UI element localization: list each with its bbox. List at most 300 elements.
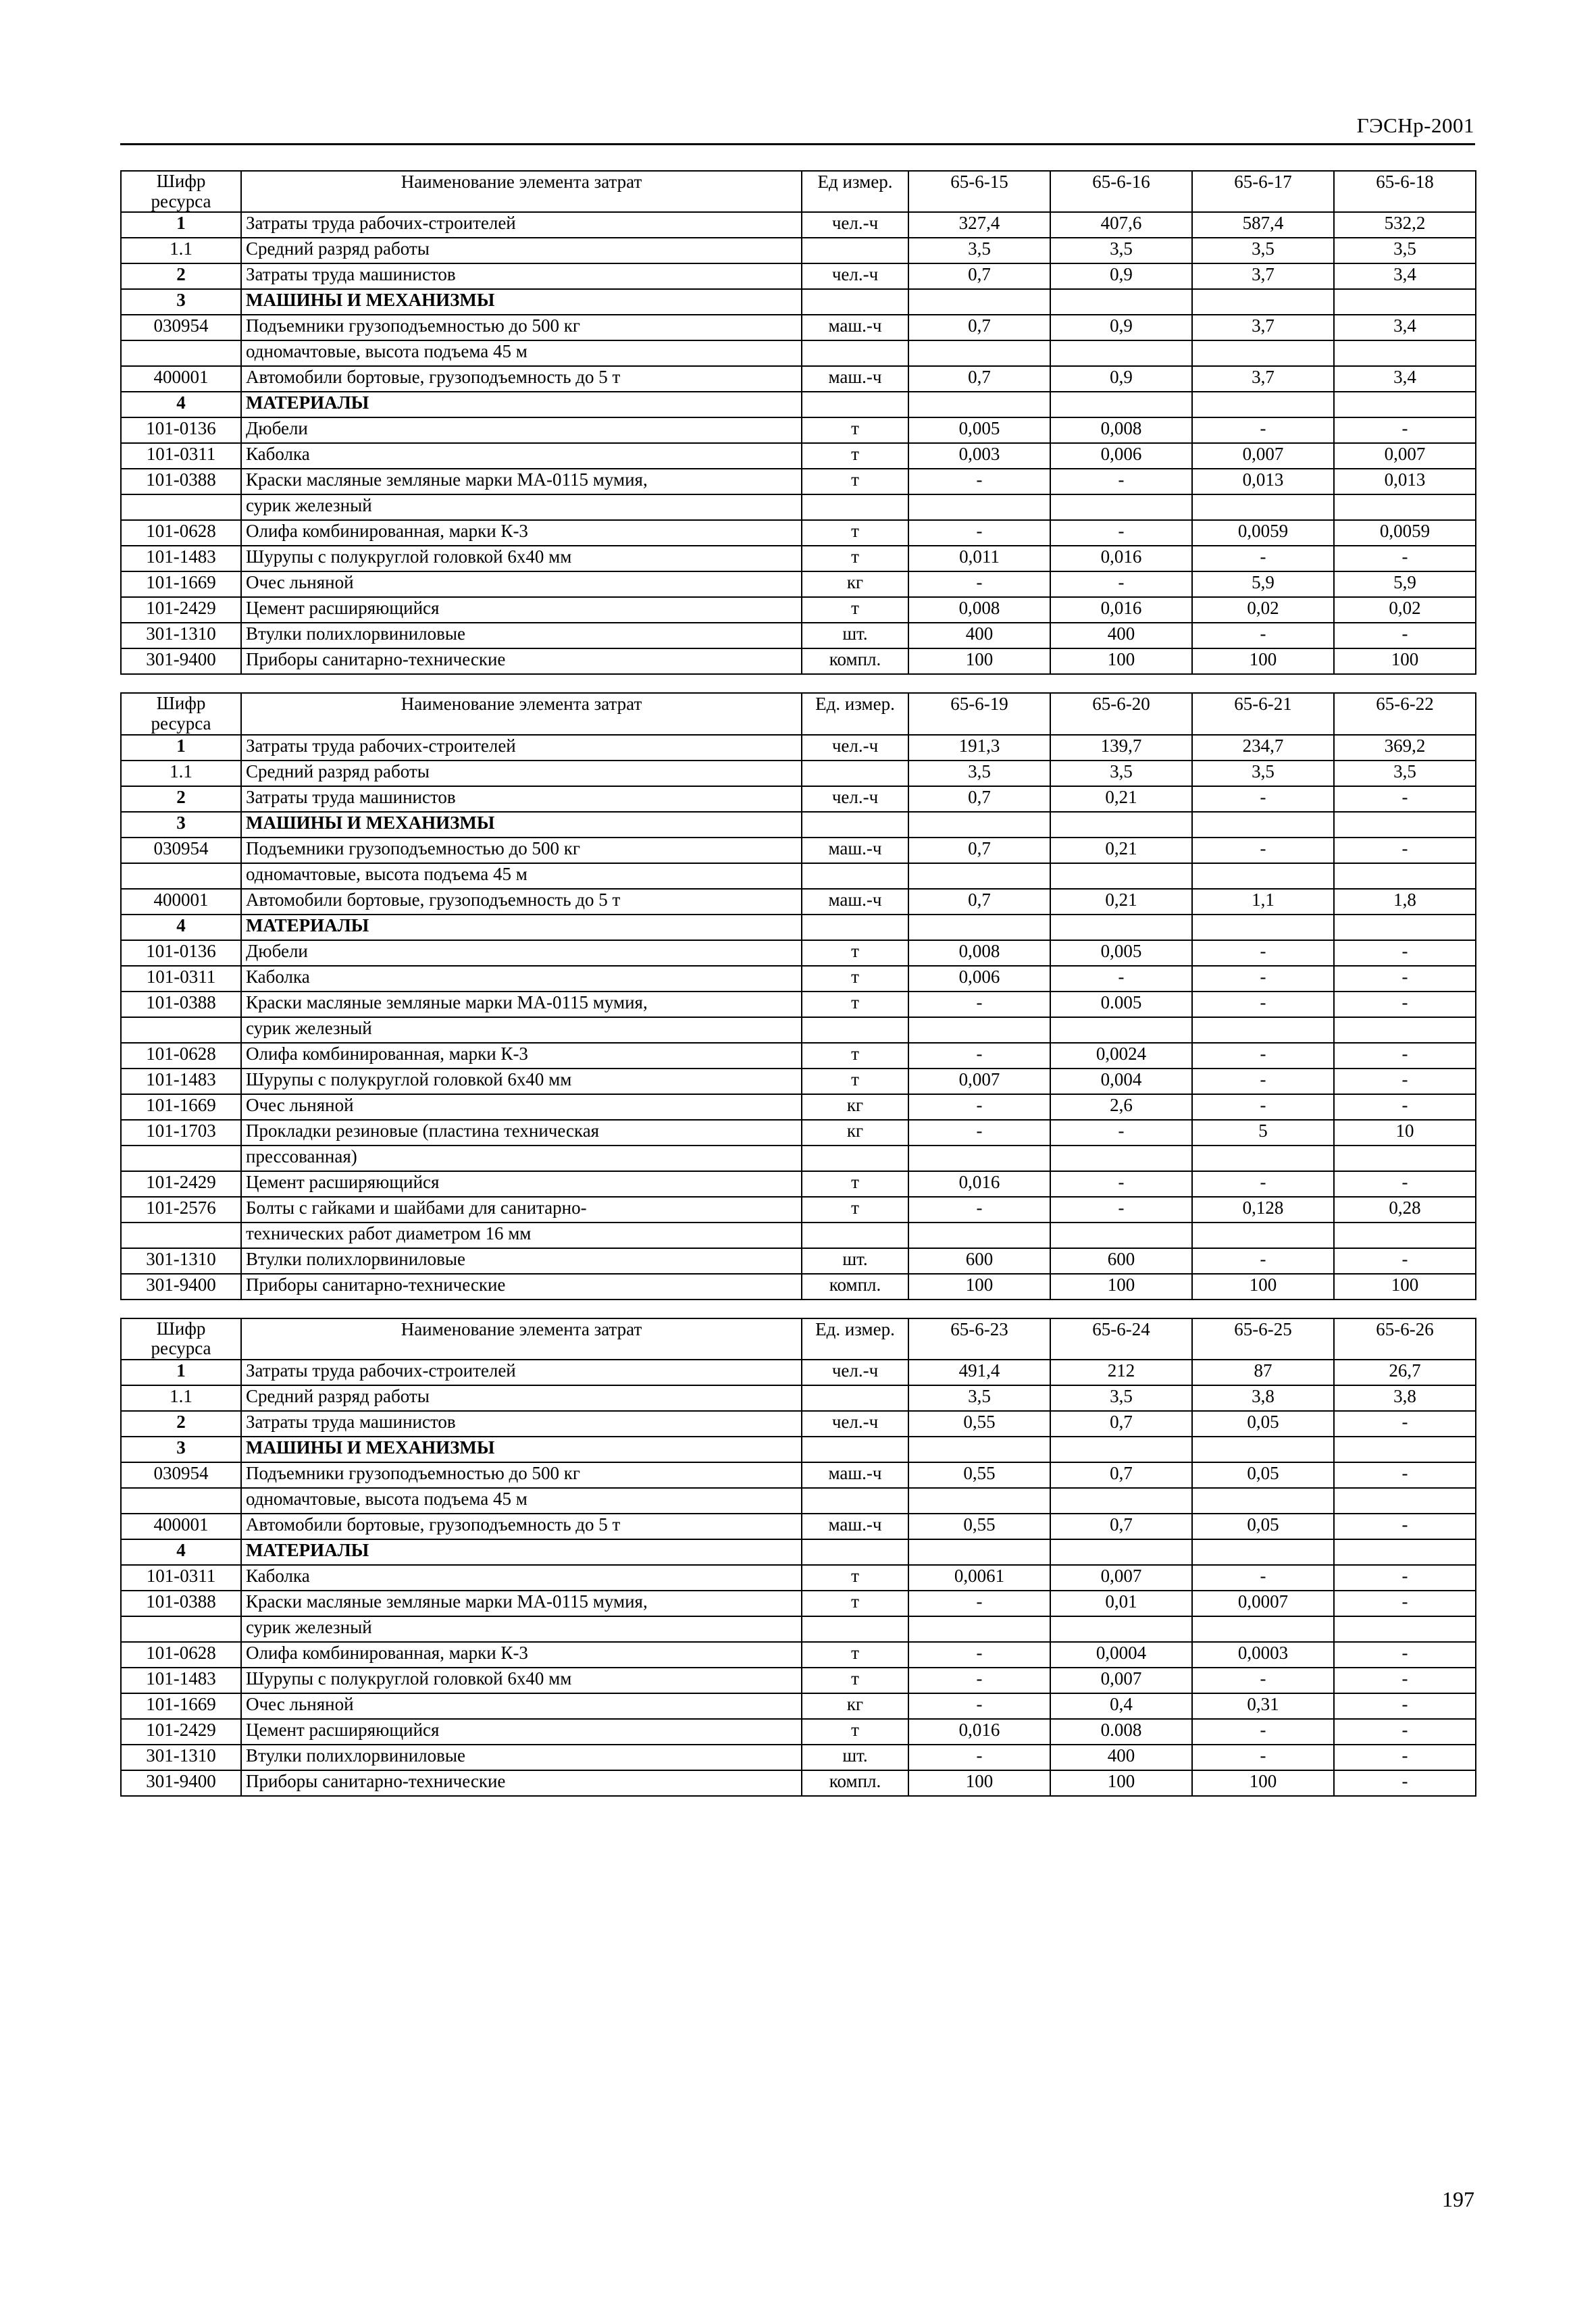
resource-value: 587,4 (1192, 212, 1334, 238)
resource-value (908, 915, 1050, 940)
resource-value: 0,9 (1050, 263, 1192, 289)
resource-name: Болты с гайками и шайбами для санитарно- (241, 1197, 802, 1223)
resource-value (1334, 915, 1476, 940)
header-column-65-6-21: 65-6-21 (1192, 693, 1334, 734)
resource-value (1334, 340, 1476, 366)
resource-name: сурик железный (241, 1616, 802, 1642)
resource-value: 3,4 (1334, 366, 1476, 392)
resource-value: 100 (908, 648, 1050, 674)
table-row (121, 1719, 1476, 1745)
resource-unit: т (802, 546, 908, 571)
resource-value: - (908, 1094, 1050, 1120)
resource-name: Шурупы с полукруглой головкой 6х40 мм (241, 546, 802, 571)
table-row (121, 340, 1476, 366)
resource-value: 0,016 (908, 1171, 1050, 1197)
resource-value: 369,2 (1334, 735, 1476, 761)
resource-value (1050, 915, 1192, 940)
table-row (121, 863, 1476, 889)
resource-value: 0,008 (908, 940, 1050, 966)
resource-name: Затраты труда рабочих-строителей (241, 735, 802, 761)
resource-unit: чел.-ч (802, 263, 908, 289)
section-title: МАТЕРИАЛЫ (241, 392, 802, 417)
resource-value: 327,4 (908, 212, 1050, 238)
resource-value: 3,4 (1334, 315, 1476, 340)
resource-code (121, 340, 241, 366)
resource-name: Приборы санитарно-технические (241, 1770, 802, 1796)
resource-value: 3,5 (1050, 1385, 1192, 1411)
resource-code: 101-0311 (121, 1565, 241, 1591)
resource-value: 0,0061 (908, 1565, 1050, 1591)
table-row (121, 915, 1476, 940)
resource-value: 3,5 (908, 238, 1050, 263)
resource-value (1192, 863, 1334, 889)
resource-code: 101-1669 (121, 1693, 241, 1719)
resource-value: 0,005 (1050, 940, 1192, 966)
resource-code: 101-1483 (121, 1668, 241, 1693)
resource-name: Дюбели (241, 417, 802, 443)
resource-value: 0,7 (908, 366, 1050, 392)
resource-name: Автомобили бортовые, грузоподъемность до 5 т (241, 1514, 802, 1539)
resource-name: Шурупы с полукруглой головкой 6х40 мм (241, 1069, 802, 1094)
table-row (121, 238, 1476, 263)
table-header-row (121, 1318, 1476, 1360)
resource-unit (802, 1223, 908, 1248)
resource-unit: чел.-ч (802, 1411, 908, 1437)
resource-unit: шт. (802, 1248, 908, 1274)
resource-code: 1 (121, 735, 241, 761)
resource-value: - (1192, 1565, 1334, 1591)
resource-code: 101-1703 (121, 1120, 241, 1146)
resource-value: 0,004 (1050, 1069, 1192, 1094)
resource-name: Краски масляные земляные марки МА-0115 мумия, (241, 992, 802, 1017)
table-row (121, 1591, 1476, 1616)
resource-value: 0,9 (1050, 366, 1192, 392)
resource-code: 101-0311 (121, 966, 241, 992)
resource-value: - (1334, 1514, 1476, 1539)
resource-value: 0,7 (908, 315, 1050, 340)
section-title: МАШИНЫ И МЕХАНИЗМЫ (241, 1437, 802, 1462)
resource-name: технических работ диаметром 16 мм (241, 1223, 802, 1248)
resource-unit: т (802, 940, 908, 966)
resource-code: 301-9400 (121, 1770, 241, 1796)
resource-tables-container (120, 170, 1475, 1797)
resource-value (1334, 1146, 1476, 1171)
table-row (121, 1462, 1476, 1488)
resource-code: 4 (121, 915, 241, 940)
resource-value (1334, 1437, 1476, 1462)
table-row (121, 1197, 1476, 1223)
resource-value: 0,0024 (1050, 1043, 1192, 1069)
resource-value: 0,016 (1050, 546, 1192, 571)
table-row (121, 1248, 1476, 1274)
resource-value (1050, 863, 1192, 889)
resource-value (908, 863, 1050, 889)
resource-unit: т (802, 1591, 908, 1616)
resource-code: 4 (121, 392, 241, 417)
resource-name: одномачтовые, высота подъема 45 м (241, 863, 802, 889)
resource-value (908, 1616, 1050, 1642)
resource-value: 0,7 (908, 786, 1050, 812)
resource-value: 0,7 (908, 263, 1050, 289)
header-column-65-6-15: 65-6-15 (908, 171, 1050, 212)
table-row (121, 263, 1476, 289)
resource-name: Автомобили бортовые, грузоподъемность до 5 т (241, 366, 802, 392)
resource-value (1192, 1223, 1334, 1248)
resource-code: 301-9400 (121, 648, 241, 674)
resource-value (1050, 289, 1192, 315)
resource-name: Приборы санитарно-технические (241, 1274, 802, 1300)
resource-value: - (1334, 1591, 1476, 1616)
resource-value: - (1334, 1462, 1476, 1488)
resource-value: 0,013 (1192, 469, 1334, 494)
resource-unit (802, 863, 908, 889)
resource-unit (802, 1017, 908, 1043)
resource-unit: т (802, 1642, 908, 1668)
resource-unit: чел.-ч (802, 212, 908, 238)
resource-unit (802, 1616, 908, 1642)
resource-value: - (908, 1591, 1050, 1616)
resource-value (908, 289, 1050, 315)
resource-name: Втулки полихлорвиниловые (241, 1745, 802, 1770)
resource-name: Затраты труда машинистов (241, 786, 802, 812)
resource-name: Цемент расширяющийся (241, 597, 802, 623)
resource-unit: т (802, 597, 908, 623)
header-name-cell: Наименование элемента затрат (241, 171, 802, 212)
resource-value: 0,016 (908, 1719, 1050, 1745)
resource-value: 0,006 (908, 966, 1050, 992)
resource-value: - (1192, 1248, 1334, 1274)
resource-unit: компл. (802, 1274, 908, 1300)
resource-unit: кг (802, 571, 908, 597)
resource-value: 3,5 (1192, 761, 1334, 786)
resource-unit (802, 812, 908, 838)
resource-value: - (1334, 838, 1476, 863)
table-row (121, 1360, 1476, 1385)
resource-value (1050, 494, 1192, 520)
resource-name: Приборы санитарно-технические (241, 648, 802, 674)
resource-code (121, 1146, 241, 1171)
resource-value: 5,9 (1334, 571, 1476, 597)
resource-value (1334, 1017, 1476, 1043)
section-title: МАТЕРИАЛЫ (241, 915, 802, 940)
resource-code: 1 (121, 212, 241, 238)
table-row (121, 1120, 1476, 1146)
resource-name: Каболка (241, 443, 802, 469)
resource-value: - (908, 571, 1050, 597)
resource-name: Олифа комбинированная, марки К-3 (241, 520, 802, 546)
resource-code: 3 (121, 1437, 241, 1462)
resource-code: 2 (121, 1411, 241, 1437)
resource-value: - (1334, 1668, 1476, 1693)
resource-code: 2 (121, 786, 241, 812)
resource-unit (802, 1385, 908, 1411)
resource-value: 0,0003 (1192, 1642, 1334, 1668)
resource-value (1334, 1539, 1476, 1565)
resource-name: Средний разряд работы (241, 1385, 802, 1411)
resource-unit: маш.-ч (802, 838, 908, 863)
table-row (121, 1488, 1476, 1514)
resource-code: 400001 (121, 366, 241, 392)
resource-unit: т (802, 992, 908, 1017)
resource-value (908, 812, 1050, 838)
resource-value (1334, 1223, 1476, 1248)
resource-value: 400 (908, 623, 1050, 648)
resource-value (1192, 392, 1334, 417)
resource-name: одномачтовые, высота подъема 45 м (241, 1488, 802, 1514)
resource-unit (802, 340, 908, 366)
resource-value (1334, 392, 1476, 417)
resource-value: 0,21 (1050, 838, 1192, 863)
header-column-65-6-18: 65-6-18 (1334, 171, 1476, 212)
resource-value: 1,1 (1192, 889, 1334, 915)
resource-value: 0,011 (908, 546, 1050, 571)
resource-value: 139,7 (1050, 735, 1192, 761)
resource-value: 0,0007 (1192, 1591, 1334, 1616)
resource-value: 0,21 (1050, 889, 1192, 915)
resource-value: - (1050, 966, 1192, 992)
resource-value: 400 (1050, 1745, 1192, 1770)
resource-value (908, 1488, 1050, 1514)
resource-value: - (908, 469, 1050, 494)
resource-value: 0,7 (908, 838, 1050, 863)
resource-value: 0,016 (1050, 597, 1192, 623)
table-row (121, 812, 1476, 838)
resource-value: 0,55 (908, 1514, 1050, 1539)
resource-name: Олифа комбинированная, марки К-3 (241, 1642, 802, 1668)
resource-code: 101-2429 (121, 1719, 241, 1745)
resource-table (120, 170, 1476, 675)
resource-value (1192, 1437, 1334, 1462)
resource-value (1050, 1539, 1192, 1565)
resource-code (121, 1017, 241, 1043)
resource-value: - (1192, 838, 1334, 863)
resource-name: Втулки полихлорвиниловые (241, 623, 802, 648)
resource-value: 0,02 (1334, 597, 1476, 623)
resource-value (908, 1017, 1050, 1043)
resource-value: - (908, 520, 1050, 546)
resource-value: 100 (1050, 1770, 1192, 1796)
table-row (121, 1274, 1476, 1300)
resource-name: Средний разряд работы (241, 761, 802, 786)
resource-code: 2 (121, 263, 241, 289)
resource-unit (802, 1437, 908, 1462)
resource-value: - (1334, 1693, 1476, 1719)
resource-value: 0,05 (1192, 1462, 1334, 1488)
resource-code: 101-2429 (121, 1171, 241, 1197)
resource-value (1192, 915, 1334, 940)
resource-value (1192, 1146, 1334, 1171)
page-header: ГЭСНр-2001 (1356, 113, 1474, 137)
resource-value: 0,0004 (1050, 1642, 1192, 1668)
resource-value: 0,02 (1192, 597, 1334, 623)
resource-value: 0,007 (1334, 443, 1476, 469)
table-row (121, 940, 1476, 966)
resource-value: 532,2 (1334, 212, 1476, 238)
resource-value: 0,7 (1050, 1411, 1192, 1437)
resource-name: Прокладки резиновые (пластина техническая (241, 1120, 802, 1146)
resource-value: - (1334, 1094, 1476, 1120)
resource-unit: компл. (802, 1770, 908, 1796)
resource-value: 3,5 (1334, 761, 1476, 786)
resource-code: 301-9400 (121, 1274, 241, 1300)
resource-code: 101-1483 (121, 1069, 241, 1094)
resource-name: Цемент расширяющийся (241, 1171, 802, 1197)
resource-value: - (1334, 1745, 1476, 1770)
header-code-cell (121, 693, 241, 734)
resource-value: 0,008 (1050, 417, 1192, 443)
resource-unit (802, 761, 908, 786)
table-row (121, 546, 1476, 571)
resource-name: Подъемники грузоподъемностью до 500 кг (241, 315, 802, 340)
table-row (121, 315, 1476, 340)
resource-value: - (908, 1642, 1050, 1668)
table-row (121, 786, 1476, 812)
resource-value: - (1050, 469, 1192, 494)
resource-value: - (1192, 417, 1334, 443)
resource-unit: т (802, 1197, 908, 1223)
resource-value: 191,3 (908, 735, 1050, 761)
resource-value: 600 (908, 1248, 1050, 1274)
resource-code: 030954 (121, 1462, 241, 1488)
resource-value: - (1334, 623, 1476, 648)
resource-value (908, 340, 1050, 366)
resource-value: 100 (908, 1770, 1050, 1796)
resource-value: 0,21 (1050, 786, 1192, 812)
resource-name: Каболка (241, 966, 802, 992)
resource-unit: кг (802, 1120, 908, 1146)
resource-code: 1.1 (121, 238, 241, 263)
header-column-65-6-25: 65-6-25 (1192, 1318, 1334, 1360)
table-row (121, 1223, 1476, 1248)
resource-value: 3,5 (1334, 238, 1476, 263)
resource-unit (802, 1488, 908, 1514)
table-row (121, 735, 1476, 761)
resource-value (1050, 1616, 1192, 1642)
resource-value: 0,7 (1050, 1514, 1192, 1539)
resource-value: 0,0059 (1334, 520, 1476, 546)
resource-name: Подъемники грузоподъемностью до 500 кг (241, 1462, 802, 1488)
table-row (121, 1069, 1476, 1094)
resource-unit: чел.-ч (802, 786, 908, 812)
resource-value (908, 1437, 1050, 1462)
resource-value (908, 392, 1050, 417)
header-unit-cell: Ед. измер. (802, 693, 908, 734)
resource-value: - (1192, 1668, 1334, 1693)
resource-name: Цемент расширяющийся (241, 1719, 802, 1745)
resource-value: - (1334, 417, 1476, 443)
resource-value: 0,007 (1050, 1668, 1192, 1693)
resource-name: Средний разряд работы (241, 238, 802, 263)
resource-value: 0.005 (1050, 992, 1192, 1017)
table-row (121, 966, 1476, 992)
resource-unit (802, 494, 908, 520)
resource-value: - (1192, 940, 1334, 966)
resource-name: одномачтовые, высота подъема 45 м (241, 340, 802, 366)
resource-value: 0,05 (1192, 1411, 1334, 1437)
resource-value: 3,5 (1050, 238, 1192, 263)
resource-value: 3,5 (908, 1385, 1050, 1411)
resource-name: Олифа комбинированная, марки К-3 (241, 1043, 802, 1069)
resource-value: 0.008 (1050, 1719, 1192, 1745)
resource-value: - (908, 1120, 1050, 1146)
resource-value (908, 1539, 1050, 1565)
header-code-cell (121, 171, 241, 212)
resource-value (1050, 1488, 1192, 1514)
resource-name: Дюбели (241, 940, 802, 966)
table-row (121, 597, 1476, 623)
table-row (121, 571, 1476, 597)
header-code-line1: Шифр (156, 1318, 206, 1339)
table-row (121, 838, 1476, 863)
resource-value (1192, 812, 1334, 838)
resource-name: Затраты труда рабочих-строителей (241, 1360, 802, 1385)
resource-value: - (1050, 1120, 1192, 1146)
resource-name: сурик железный (241, 494, 802, 520)
resource-name: Каболка (241, 1565, 802, 1591)
resource-value (1192, 1616, 1334, 1642)
resource-code: 101-0388 (121, 1591, 241, 1616)
resource-name: Шурупы с полукруглой головкой 6х40 мм (241, 1668, 802, 1693)
resource-code: 4 (121, 1539, 241, 1565)
resource-value: 0,013 (1334, 469, 1476, 494)
resource-value: 0,007 (1192, 443, 1334, 469)
resource-value: 0,128 (1192, 1197, 1334, 1223)
resource-value: 0,31 (1192, 1693, 1334, 1719)
resource-code: 301-1310 (121, 623, 241, 648)
table-row (121, 1565, 1476, 1591)
resource-value: 3,7 (1192, 366, 1334, 392)
resource-table (120, 1318, 1476, 1797)
resource-value: - (908, 1197, 1050, 1223)
resource-value (1050, 1017, 1192, 1043)
resource-value: 0,05 (1192, 1514, 1334, 1539)
table-row (121, 1385, 1476, 1411)
resource-value: - (1192, 786, 1334, 812)
resource-code: 301-1310 (121, 1248, 241, 1274)
resource-value (908, 1146, 1050, 1171)
resource-value: 0,008 (908, 597, 1050, 623)
resource-value (1050, 392, 1192, 417)
header-column-65-6-19: 65-6-19 (908, 693, 1050, 734)
resource-name: прессованная) (241, 1146, 802, 1171)
resource-code: 1 (121, 1360, 241, 1385)
resource-unit: чел.-ч (802, 1360, 908, 1385)
resource-unit: т (802, 520, 908, 546)
table-spacer (120, 1300, 1475, 1318)
resource-code: 030954 (121, 838, 241, 863)
resource-value: - (1192, 546, 1334, 571)
header-divider (120, 143, 1475, 145)
resource-value: - (1192, 1745, 1334, 1770)
resource-value: 0,55 (908, 1411, 1050, 1437)
resource-value: 1,8 (1334, 889, 1476, 915)
resource-value: 3,7 (1192, 315, 1334, 340)
resource-code: 400001 (121, 1514, 241, 1539)
table-row (121, 648, 1476, 674)
resource-code: 101-0628 (121, 520, 241, 546)
resource-value: 100 (1050, 648, 1192, 674)
resource-value (1192, 1539, 1334, 1565)
table-row (121, 1094, 1476, 1120)
resource-value: - (1192, 1171, 1334, 1197)
resource-value: 100 (1334, 648, 1476, 674)
resource-value: 0,9 (1050, 315, 1192, 340)
resource-value: - (1334, 1171, 1476, 1197)
resource-value: 0,003 (908, 443, 1050, 469)
table-row (121, 1642, 1476, 1668)
resource-code (121, 1223, 241, 1248)
resource-name: Затраты труда машинистов (241, 1411, 802, 1437)
